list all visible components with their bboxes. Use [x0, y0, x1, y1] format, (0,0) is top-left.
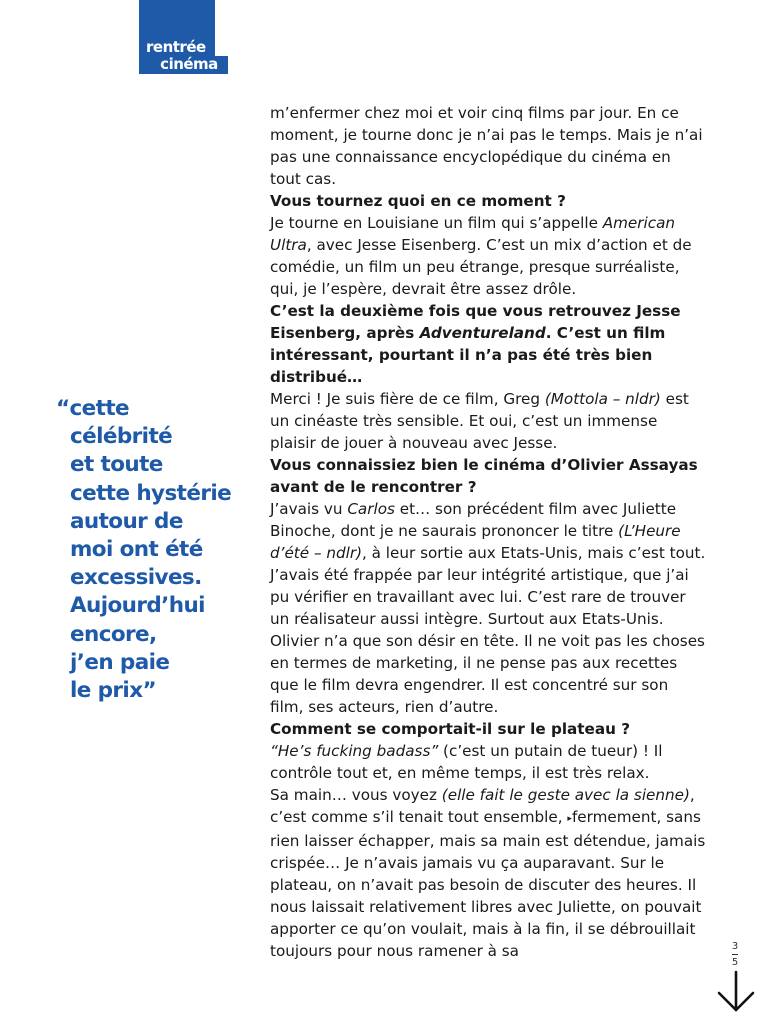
pull-quote-line: célébrité	[70, 424, 173, 450]
question-text: . C’est un film intéressant, pourtant il n’a pas été très bien distribué…	[270, 324, 666, 386]
pull-quote-line: le prix”	[70, 678, 156, 704]
pull-quote-line: cette hystérie	[70, 480, 232, 506]
pull-quote-line: moi ont été	[70, 537, 203, 563]
film-title: American Ultra	[270, 214, 676, 254]
interview-answer	[270, 388, 706, 454]
article-text: m’enfermer chez moi et voir cinq films par jour. En ce moment, je tourne donc je n’ai pas le temps. Mais je n’ai pas une connaissance encyclopédique du cinéma en tout cas.	[270, 104, 703, 188]
quote-text: “He’s fucking badass”	[270, 742, 439, 760]
pull-quote-line: encore,	[70, 621, 157, 647]
interview-question	[270, 300, 706, 388]
answer-text: est un cinéaste très sensible. Et oui, c’est un immense plaisir de jouer à nouveau avec Jesse.	[270, 390, 689, 452]
answer-text: Sa main… vous voyez	[270, 786, 442, 804]
editor-note: (elle fait le geste avec la sienne)	[441, 786, 690, 804]
question-text: Vous connaissiez bien le cinéma d’Olivier Assayas avant de le rencontrer ?	[270, 456, 698, 496]
interview-answer	[270, 740, 706, 784]
interview-answer	[270, 784, 706, 962]
film-title: Adventureland	[419, 324, 546, 342]
answer-text: Merci ! Je suis fière de ce film, Greg	[270, 390, 545, 408]
editor-note: (L’Heure d’été – ndlr)	[270, 522, 681, 562]
editor-note: (Mottola – nldr)	[544, 390, 661, 408]
answer-text: , à leur sortie aux Etats-Unis, mais c’est tout. J’avais été frappée par leur intégrité artistique, que j’ai pu vérifier en travaillant avec lui. C’est rare de trouver un réalisateur aussi intègre. Surtout aux Etats-Unis. Olivier n’a que son désir en tête. Il ne voit pas les choses en termes de marketing, il ne pense pas aux recettes que le film devra engendrer. Il est concentré sur son film, ses acteurs, rien d’autre.	[270, 544, 706, 716]
pull-quote-line: et toute	[70, 452, 163, 478]
pull-quote-line: Aujourd’hui	[70, 593, 205, 619]
page-number	[729, 941, 741, 968]
interview-question	[270, 718, 706, 740]
interview-question	[270, 190, 706, 212]
pull-quote-line: j’en paie	[70, 649, 170, 675]
article-paragraph	[270, 102, 706, 190]
question-text: Vous tournez quoi en ce moment ?	[270, 192, 566, 210]
article-body	[270, 102, 706, 962]
arrow-down-icon[interactable]	[715, 970, 757, 1014]
interview-answer	[270, 498, 706, 718]
answer-text: (c’est un putain de tueur) ! Il contrôle tout et, en même temps, il est très relax.	[270, 742, 663, 782]
header-logo-line1: rentrée	[142, 38, 210, 56]
film-title: Carlos	[347, 500, 395, 518]
page-number-divider	[732, 954, 738, 955]
question-text: Comment se comportait-il sur le plateau ?	[270, 720, 631, 738]
answer-text: J’avais vu	[270, 500, 348, 518]
bullet-marker-icon: ▸	[567, 814, 572, 824]
question-text: C’est la deuxième fois que vous retrouvez Jesse Eisenberg, après	[270, 302, 681, 342]
answer-text: et… son précédent film avec Juliette Binoche, dont je ne saurais prononcer le titre	[270, 500, 677, 540]
answer-text: , avec Jesse Eisenberg. C’est un mix d’action et de comédie, un film un peu étrange, presque surréaliste, qui, je l’espère, devrait être assez drôle.	[270, 236, 692, 298]
pull-quote-line: “cette	[56, 396, 129, 421]
pull-quote	[56, 395, 246, 705]
answer-text: Je tourne en Louisiane un film qui s’appelle	[270, 214, 603, 232]
page-number-top: 3	[731, 941, 739, 952]
page-number-bottom: 5	[731, 957, 739, 968]
pull-quote-line: excessives.	[70, 565, 202, 591]
interview-question	[270, 454, 706, 498]
answer-text: , c’est comme s’il tenait tout ensemble,	[270, 786, 695, 826]
pull-quote-line: autour de	[70, 508, 183, 534]
interview-answer	[270, 212, 706, 300]
answer-text: fermement, sans rien laisser échapper, mais sa main est détendue, jamais crispée… Je n’avais jamais vu ça auparavant. Sur le plateau, on n’avait pas besoin de discuter des heures. Il nous laissait relativement libres avec Juliette, on pouvait apporter ce qu’on voulait, mais à la fin, il se débrouillait toujours pour nous ramener à sa	[270, 808, 706, 960]
header-logo-line2: cinéma	[150, 56, 228, 74]
